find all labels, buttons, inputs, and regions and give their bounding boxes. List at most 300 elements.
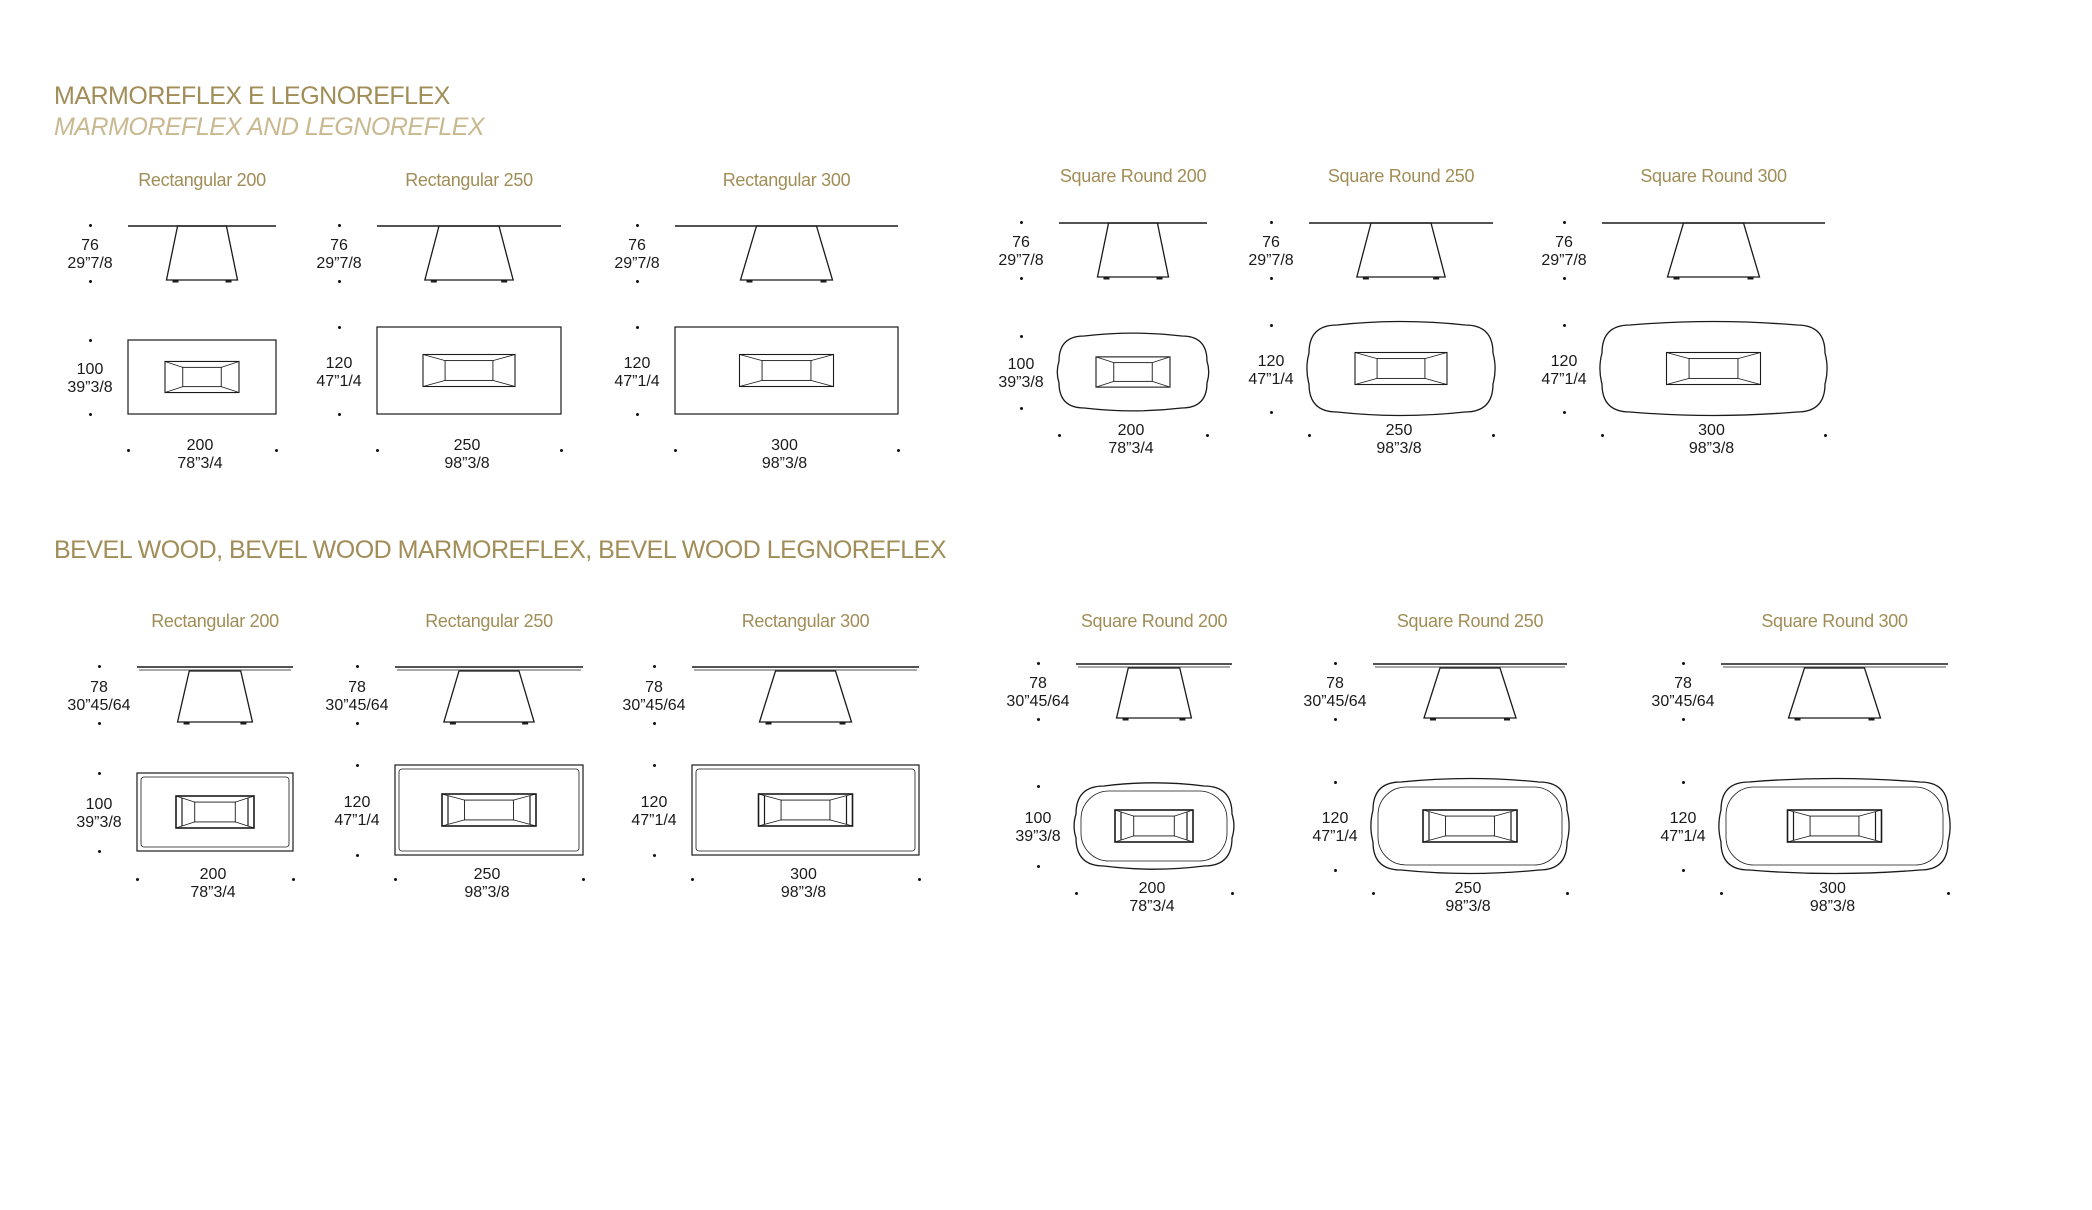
tabletop-plan xyxy=(377,327,561,414)
base-plan-edge xyxy=(1174,836,1193,842)
length-dimension xyxy=(464,866,509,902)
depth-dimension-in: 39”3/8 xyxy=(67,379,113,396)
base-plan-inner xyxy=(1377,359,1425,379)
base-elevation xyxy=(741,226,833,280)
height-dimension-in: 29”7/8 xyxy=(1541,252,1587,269)
dimension-tick xyxy=(1566,892,1569,895)
base-elevation xyxy=(1424,668,1516,718)
dimension-tick xyxy=(89,224,92,227)
base-plan-inner xyxy=(762,361,811,381)
length-dimension xyxy=(781,866,826,902)
height-dimension xyxy=(1006,675,1069,711)
dimension-tick xyxy=(1270,277,1273,280)
base-plan-outer xyxy=(1423,810,1517,842)
length-dimension-cm: 300 xyxy=(1819,880,1846,897)
height-dimension-cm: 78 xyxy=(1029,675,1047,692)
base-plan-edge xyxy=(1355,353,1377,359)
table-diagram-2-4 xyxy=(1074,664,1234,869)
base-plan-edge xyxy=(740,380,763,386)
table-diagram-2-5 xyxy=(1371,664,1569,874)
height-dimension xyxy=(67,237,112,273)
length-dimension-cm: 250 xyxy=(453,437,481,454)
base-plan-outer xyxy=(165,361,239,392)
dimension-tick xyxy=(1206,434,1209,437)
tabletop-plan xyxy=(1600,322,1827,416)
depth-dimension xyxy=(631,794,676,830)
dimension-tick xyxy=(1037,865,1040,868)
height-dimension xyxy=(316,237,361,273)
table-name: Square Round 200 xyxy=(1059,166,1207,186)
dimension-tick xyxy=(653,665,656,668)
depth-dimension-in: 47”1/4 xyxy=(631,812,677,829)
height-dimension-in: 30”45/64 xyxy=(1006,693,1070,710)
dimension-tick xyxy=(1334,869,1337,872)
length-dimension-cm: 250 xyxy=(1454,880,1482,897)
depth-dimension xyxy=(1660,810,1705,846)
depth-dimension-in: 47”1/4 xyxy=(1312,828,1358,845)
base-plan-inner xyxy=(1810,816,1859,836)
dimension-tick xyxy=(1601,434,1604,437)
dimension-tick xyxy=(1563,411,1566,414)
depth-dimension-cm: 100 xyxy=(76,361,104,378)
length-dimension-in: 98”3/8 xyxy=(780,884,827,901)
dimension-tick xyxy=(1020,407,1023,410)
height-dimension-in: 29”7/8 xyxy=(67,255,113,272)
table-name: Square Round 300 xyxy=(1640,166,1787,186)
table-name: Rectangular 200 xyxy=(138,170,266,190)
depth-dimension xyxy=(316,355,361,391)
length-dimension-cm: 200 xyxy=(1138,880,1166,897)
length-dimension-in: 98”3/8 xyxy=(1445,898,1491,915)
depth-dimension-in: 39”3/8 xyxy=(998,374,1044,391)
dimension-tick xyxy=(653,722,656,725)
base-plan-edge xyxy=(176,822,195,828)
height-dimension xyxy=(1248,234,1293,270)
tabletop-plan xyxy=(1371,778,1569,873)
base-plan-edge xyxy=(1738,353,1761,359)
table-name: Rectangular 200 xyxy=(151,611,279,631)
height-dimension-in: 30”45/64 xyxy=(1651,693,1715,710)
base-plan-edge xyxy=(493,380,515,386)
tabletop-plan xyxy=(1057,333,1208,411)
dimension-tick xyxy=(1824,434,1827,437)
length-dimension xyxy=(1108,422,1153,458)
base-elevation xyxy=(425,226,513,280)
depth-dimension-cm: 120 xyxy=(343,794,371,811)
dimension-tick xyxy=(98,665,101,668)
depth-dimension xyxy=(614,355,659,391)
height-dimension xyxy=(325,679,388,715)
section-1-title: MARMOREFLEX E LEGNOREFLEX xyxy=(54,82,450,110)
base-elevation xyxy=(1357,223,1445,277)
depth-dimension xyxy=(334,794,379,830)
depth-dimension-in: 47”1/4 xyxy=(614,372,660,390)
dimension-tick xyxy=(338,413,341,416)
height-dimension xyxy=(998,234,1043,270)
height-dimension-cm: 78 xyxy=(1326,675,1344,692)
table-diagram-1-2 xyxy=(377,226,561,414)
base-plan-edge xyxy=(830,820,853,826)
dimension-tick xyxy=(1037,662,1040,665)
depth-dimension-cm: 100 xyxy=(1007,356,1035,373)
depth-dimension-cm: 120 xyxy=(623,354,651,372)
dimension-tick xyxy=(1037,785,1040,788)
dimension-tick xyxy=(89,413,92,416)
height-dimension-cm: 78 xyxy=(348,678,366,696)
dimension-tick xyxy=(1682,718,1685,721)
height-dimension-cm: 76 xyxy=(628,237,646,254)
dimension-tick xyxy=(897,449,900,452)
dimension-tick xyxy=(636,280,639,283)
dimension-tick xyxy=(1075,892,1078,895)
base-plan-edge xyxy=(423,380,445,386)
depth-dimension xyxy=(67,361,112,397)
length-dimension-in: 98”3/8 xyxy=(1809,898,1856,915)
height-dimension-cm: 78 xyxy=(1674,675,1692,692)
base-plan-inner xyxy=(1446,816,1495,836)
dimension-tick xyxy=(1682,662,1685,665)
dimension-tick xyxy=(674,449,677,452)
base-plan-edge xyxy=(1152,381,1170,387)
dimension-tick xyxy=(356,665,359,668)
table-name: Square Round 300 xyxy=(1761,611,1908,631)
base-plan-edge xyxy=(1738,378,1761,384)
base-plan-outer xyxy=(1115,810,1193,842)
tabletop-bevel-edge xyxy=(399,769,579,851)
base-plan-edge xyxy=(1152,357,1170,363)
dimension-tick xyxy=(1334,662,1337,665)
height-dimension-cm: 76 xyxy=(1555,234,1573,251)
tabletop-plan xyxy=(1719,778,1950,873)
dimension-tick xyxy=(1720,892,1723,895)
height-dimension xyxy=(614,237,659,273)
dimension-tick xyxy=(1947,892,1950,895)
dimension-tick xyxy=(636,224,639,227)
table-name: Square Round 250 xyxy=(1327,166,1475,186)
dimension-tick xyxy=(1682,781,1685,784)
length-dimension-cm: 300 xyxy=(771,437,798,454)
length-dimension xyxy=(1445,880,1490,916)
tabletop-plan xyxy=(137,773,293,851)
length-dimension-cm: 250 xyxy=(473,866,501,883)
base-elevation xyxy=(1117,668,1192,718)
base-plan-inner xyxy=(195,802,236,822)
tabletop-plan xyxy=(692,765,919,855)
tabletop-plan xyxy=(1307,322,1495,416)
dimension-tick xyxy=(1563,277,1566,280)
dimension-tick xyxy=(653,854,656,857)
base-plan-edge xyxy=(811,355,834,361)
dimension-tick xyxy=(1492,434,1495,437)
depth-dimension-cm: 120 xyxy=(1669,810,1697,827)
dimension-tick xyxy=(356,854,359,857)
base-plan-inner xyxy=(1114,363,1152,382)
depth-dimension xyxy=(1248,353,1293,389)
base-plan-edge xyxy=(235,822,254,828)
height-dimension-cm: 76 xyxy=(1012,234,1030,251)
base-plan-edge xyxy=(1788,836,1811,842)
height-dimension-cm: 76 xyxy=(330,237,348,254)
depth-dimension-cm: 120 xyxy=(1321,810,1349,827)
table-name: Square Round 200 xyxy=(1080,611,1228,631)
dimension-tick xyxy=(1270,221,1273,224)
length-dimension-in: 98”3/8 xyxy=(761,455,808,472)
tabletop-bevel-edge xyxy=(696,769,915,851)
depth-dimension-in: 47”1/4 xyxy=(1541,370,1587,388)
tabletop-plan xyxy=(1074,783,1234,869)
section-1-subtitle: MARMOREFLEX AND LEGNOREFLEX xyxy=(54,113,485,141)
base-plan-outer xyxy=(759,794,853,826)
height-dimension-in: 30”45/64 xyxy=(67,696,131,714)
base-elevation xyxy=(1097,223,1168,277)
depth-dimension-cm: 100 xyxy=(1024,810,1052,827)
dimension-tick xyxy=(89,280,92,283)
dimension-tick xyxy=(356,764,359,767)
table-name: Square Round 250 xyxy=(1396,611,1544,631)
depth-dimension xyxy=(1541,353,1586,389)
base-plan-edge xyxy=(176,796,195,802)
height-dimension-in: 30”45/64 xyxy=(622,696,686,714)
length-dimension xyxy=(1376,422,1421,458)
length-dimension-in: 98”3/8 xyxy=(1688,440,1735,457)
base-plan-edge xyxy=(442,794,465,800)
base-plan-inner xyxy=(1689,359,1738,379)
table-diagram-2-2 xyxy=(395,667,583,855)
base-plan-edge xyxy=(1423,836,1446,842)
length-dimension xyxy=(1689,422,1734,458)
base-plan-edge xyxy=(1667,378,1690,384)
depth-dimension-cm: 120 xyxy=(325,354,353,372)
tabletop-bevel-edge xyxy=(1378,787,1562,865)
base-plan-outer xyxy=(1096,357,1170,387)
base-plan-edge xyxy=(811,380,834,386)
length-dimension-cm: 200 xyxy=(186,437,214,454)
height-dimension-cm: 76 xyxy=(1262,234,1280,251)
dimension-tick xyxy=(275,449,278,452)
base-plan-edge xyxy=(740,355,763,361)
dimension-tick xyxy=(338,326,341,329)
base-plan-outer xyxy=(1788,810,1882,842)
base-plan-edge xyxy=(513,794,536,800)
dimension-tick xyxy=(1308,434,1311,437)
depth-dimension-in: 39”3/8 xyxy=(1015,828,1061,845)
base-plan-inner xyxy=(445,361,493,381)
length-dimension-in: 78”3/4 xyxy=(190,884,236,901)
base-plan-edge xyxy=(1425,353,1447,359)
tabletop-bevel-edge xyxy=(1081,791,1227,861)
length-dimension-cm: 300 xyxy=(790,866,817,883)
base-elevation xyxy=(1668,223,1760,277)
length-dimension xyxy=(1129,880,1174,916)
height-dimension-cm: 78 xyxy=(645,678,663,696)
table-diagram-1-1 xyxy=(128,226,276,414)
dimension-tick xyxy=(98,722,101,725)
depth-dimension-in: 39”3/8 xyxy=(76,814,122,831)
base-plan-outer xyxy=(1355,353,1447,385)
dimension-tick xyxy=(98,850,101,853)
base-elevation xyxy=(166,226,237,280)
tabletop-bevel-edge xyxy=(1726,787,1943,865)
dimension-tick xyxy=(1334,718,1337,721)
depth-dimension-cm: 120 xyxy=(1550,352,1578,370)
table-diagram-1-6 xyxy=(1600,223,1827,415)
dimension-tick xyxy=(1231,892,1234,895)
dimension-tick xyxy=(636,326,639,329)
table-name: Rectangular 250 xyxy=(405,170,533,190)
dimension-tick xyxy=(1270,411,1273,414)
dimension-tick xyxy=(376,449,379,452)
base-plan-edge xyxy=(1423,810,1446,816)
table-diagram-1-4 xyxy=(1057,223,1208,411)
height-dimension-cm: 78 xyxy=(90,678,108,696)
tabletop-bevel-edge xyxy=(141,777,289,847)
base-plan-edge xyxy=(235,796,254,802)
base-plan-edge xyxy=(165,361,183,367)
dimension-tick xyxy=(918,878,921,881)
length-dimension-in: 98”3/8 xyxy=(444,455,490,472)
dimension-tick xyxy=(1020,221,1023,224)
base-plan-edge xyxy=(1667,353,1690,359)
base-plan-edge xyxy=(759,794,782,800)
length-dimension-in: 78”3/4 xyxy=(1108,440,1154,457)
base-plan-edge xyxy=(1115,810,1134,816)
depth-dimension-cm: 120 xyxy=(640,794,668,811)
length-dimension xyxy=(177,437,222,473)
base-plan-edge xyxy=(1115,836,1134,842)
depth-dimension-in: 47”1/4 xyxy=(334,812,380,829)
table-diagram-1-3 xyxy=(675,226,898,414)
height-dimension-in: 29”7/8 xyxy=(316,255,362,272)
length-dimension-in: 98”3/8 xyxy=(1376,440,1422,457)
length-dimension-cm: 250 xyxy=(1385,422,1413,439)
length-dimension-in: 78”3/4 xyxy=(177,455,223,472)
dimension-tick xyxy=(136,878,139,881)
base-plan-edge xyxy=(513,820,536,826)
dimension-tick xyxy=(1563,324,1566,327)
dimension-tick xyxy=(127,449,130,452)
base-elevation xyxy=(444,671,534,722)
depth-dimension-in: 47”1/4 xyxy=(1660,828,1706,845)
depth-dimension xyxy=(76,796,121,832)
length-dimension xyxy=(762,437,807,473)
height-dimension xyxy=(1303,675,1366,711)
table-diagram-1-5 xyxy=(1307,223,1495,415)
base-plan-edge xyxy=(1494,810,1517,816)
dimension-tick xyxy=(338,224,341,227)
base-plan-edge xyxy=(1859,836,1882,842)
dimension-tick xyxy=(1563,221,1566,224)
base-plan-edge xyxy=(493,355,515,361)
base-plan-edge xyxy=(759,820,782,826)
base-plan-edge xyxy=(165,387,183,393)
depth-dimension-in: 47”1/4 xyxy=(316,372,362,390)
base-plan-edge xyxy=(1788,810,1811,816)
dimension-tick xyxy=(338,280,341,283)
dimension-tick xyxy=(89,339,92,342)
depth-dimension-in: 47”1/4 xyxy=(1248,370,1294,388)
table-name: Rectangular 300 xyxy=(722,170,851,190)
base-plan-edge xyxy=(1494,836,1517,842)
length-dimension-in: 98”3/8 xyxy=(464,884,510,901)
depth-dimension xyxy=(1312,810,1357,846)
table-name: Rectangular 250 xyxy=(425,611,553,631)
dimension-tick xyxy=(1037,718,1040,721)
table-diagram-2-3 xyxy=(692,667,919,855)
dimension-tick xyxy=(1270,324,1273,327)
depth-dimension xyxy=(1015,810,1060,846)
base-plan-edge xyxy=(1174,810,1193,816)
depth-dimension xyxy=(998,356,1043,392)
height-dimension-in: 29”7/8 xyxy=(998,252,1044,269)
base-plan-edge xyxy=(221,361,239,367)
table-diagram-2-1 xyxy=(137,667,293,851)
base-plan-inner xyxy=(1134,816,1175,836)
height-dimension xyxy=(1541,234,1586,270)
base-plan-edge xyxy=(442,820,465,826)
length-dimension-cm: 300 xyxy=(1698,422,1725,439)
base-plan-edge xyxy=(1355,378,1377,384)
dimension-tick xyxy=(636,413,639,416)
height-dimension-cm: 76 xyxy=(81,237,99,254)
base-elevation xyxy=(178,671,253,722)
height-dimension-in: 30”45/64 xyxy=(325,696,389,714)
length-dimension xyxy=(190,866,235,902)
height-dimension-in: 29”7/8 xyxy=(614,255,660,272)
dimension-tick xyxy=(1372,892,1375,895)
length-dimension-in: 78”3/4 xyxy=(1129,898,1175,915)
base-plan-edge xyxy=(1425,378,1447,384)
base-plan-outer xyxy=(176,796,254,828)
height-dimension xyxy=(67,679,130,715)
base-elevation xyxy=(1789,668,1881,718)
dimension-tick xyxy=(356,722,359,725)
dimension-tick xyxy=(653,764,656,767)
base-plan-edge xyxy=(1096,357,1114,363)
height-dimension xyxy=(1651,675,1714,711)
base-elevation xyxy=(760,671,852,722)
length-dimension xyxy=(1810,880,1855,916)
base-plan-edge xyxy=(1859,810,1882,816)
base-plan-inner xyxy=(465,800,514,820)
dimension-tick xyxy=(1058,434,1061,437)
table-diagram-2-6 xyxy=(1719,664,1950,874)
base-plan-edge xyxy=(221,387,239,393)
tabletop-plan xyxy=(395,765,583,855)
dimension-tick xyxy=(1682,869,1685,872)
base-plan-inner xyxy=(183,367,221,386)
base-plan-outer xyxy=(740,355,834,387)
dimension-tick xyxy=(1334,781,1337,784)
base-plan-edge xyxy=(423,355,445,361)
tabletop-plan xyxy=(128,340,276,414)
dimension-tick xyxy=(560,449,563,452)
height-dimension xyxy=(622,679,685,715)
base-plan-outer xyxy=(1667,353,1761,385)
depth-dimension-cm: 120 xyxy=(1257,352,1285,370)
depth-dimension-cm: 100 xyxy=(85,796,113,813)
dimension-tick xyxy=(691,878,694,881)
dimension-tick xyxy=(1020,335,1023,338)
dimension-tick xyxy=(582,878,585,881)
height-dimension-in: 29”7/8 xyxy=(1248,252,1294,269)
base-plan-outer xyxy=(442,794,536,826)
dimension-tick xyxy=(394,878,397,881)
section-2-title: BEVEL WOOD, BEVEL WOOD MARMOREFLEX, BEVEL WOOD LEGNOREFLEX xyxy=(54,536,947,564)
table-name: Rectangular 300 xyxy=(741,611,870,631)
tabletop-plan xyxy=(675,327,898,414)
base-plan-edge xyxy=(830,794,853,800)
dimension-tick xyxy=(292,878,295,881)
